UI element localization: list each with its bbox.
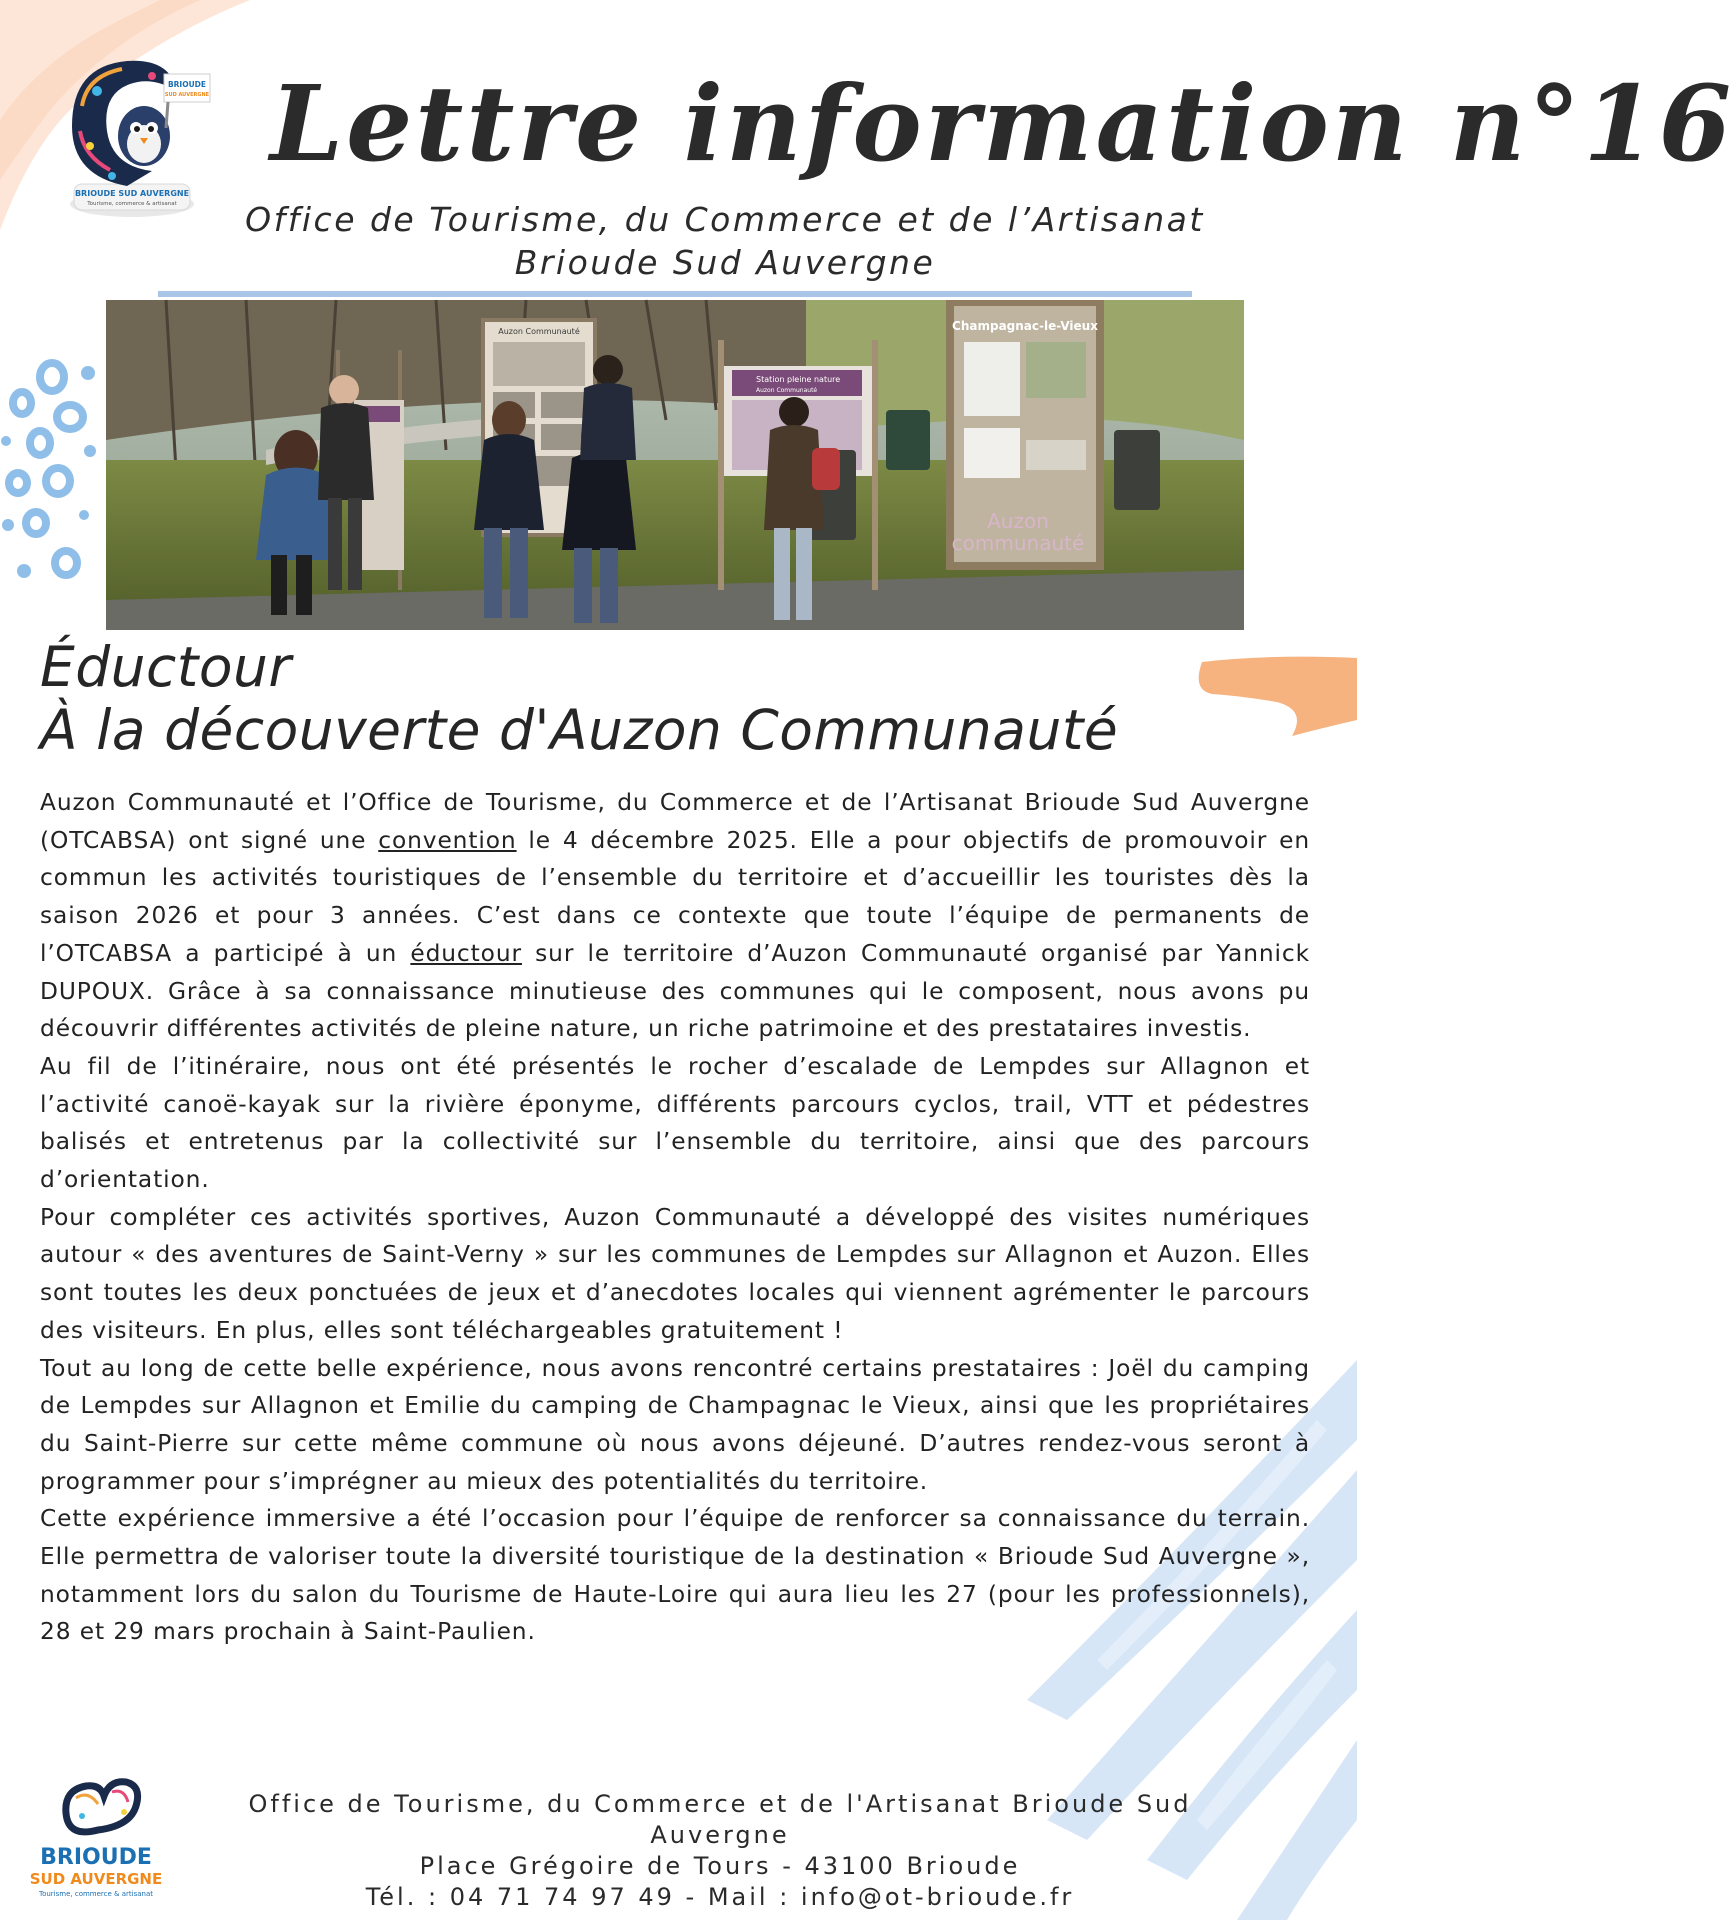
p1-text-a: Auzon Communauté et l’Office de Tourisme, du Commerce et de l’Artisanat Brioude Sud Auvergne (OTCABSA) ont signé une: [40, 789, 1310, 854]
footer-logo-line-2: SUD AUVERGNE: [29, 1870, 163, 1888]
footer-address: Place Grégoire de Tours - 43100 Brioude: [419, 1852, 1021, 1880]
article-paragraph-3: Pour compléter ces activités sportives, Auzon Communauté a développé des visites numériques autour « des aventures de Saint-Verny » sur les communes de Lempdes sur Allagnon et Auzon. Elles sont toutes les deux ponctuées de jeux et d’anecdotes locales qui viennent agrémenter le parcours des visiteurs. En plus, elles sont téléchargeables gratuitement !: [40, 1203, 1310, 1344]
header-divider: [158, 291, 1192, 297]
sign-auzon-label: Auzon Communauté: [498, 327, 580, 336]
sign-station-subtitle: Auzon Communauté: [756, 387, 818, 394]
logo-badge-brand: BRIOUDE SUD AUVERGNE: [74, 189, 190, 198]
subtitle-line-2: Brioude Sud Auvergne: [514, 243, 936, 282]
sign-brand-line-1: Auzon: [987, 509, 1049, 533]
article-paragraph-4: Tout au long de cette belle expérience, nous avons rencontré certains prestataires : Joël du camping de Lempdes sur Allagnon et Emilie du camping de Champagnac le Vieux, ainsi que les propriétaires du Saint-Pierre sur cette même commune où nous avons déjeuné. D’autres rendez-vous seront à programmer pour s’imprégner au mieux des potentialités du territoire.: [40, 1354, 1310, 1495]
p1-text-c: sur le territoire d’Auzon Communauté organisé par Yannick DUPOUX. Grâce à sa connaissance minutieuse des communes qui le composent, nous avons pu découvrir différentes activités de pleine nature, un riche patrimoine et des prestataires investis.: [40, 939, 1310, 1043]
article-body: [40, 784, 1310, 1651]
article-heading-line-1: Éductour: [40, 635, 292, 699]
footer-contact: [180, 1789, 1260, 1913]
sign-champagnac-title: Champagnac-le-Vieux: [952, 319, 1098, 333]
convention-link[interactable]: convention: [378, 826, 517, 854]
logo-badge-tagline: Tourisme, commerce & artisanat: [87, 201, 177, 207]
subtitle-line-1: Office de Tourisme, du Commerce et de l’Artisanat: [245, 200, 1205, 239]
footer-logo-line-1: BRIOUDE: [40, 1845, 152, 1870]
blue-dots-decoration: [0, 355, 120, 595]
footer-phone-email: Tél. : 04 71 74 97 49 - Mail : info@ot-brioude.fr: [365, 1883, 1075, 1911]
eductour-link[interactable]: éductour: [410, 939, 522, 967]
sign-brand-line-2: communauté: [951, 531, 1085, 555]
article-paragraph-1: [40, 784, 1310, 1048]
sign-station-title: Station pleine nature: [756, 375, 841, 384]
footer-organisation: Office de Tourisme, du Commerce et de l'Artisanat Brioude Sud Auvergne: [248, 1790, 1192, 1849]
logo-sign-text: BRIOUDE: [167, 80, 207, 89]
brand-mascot-logo: [52, 36, 218, 222]
newsletter-title: Lettre information n°16: [270, 62, 1734, 185]
p1-text-b: le 4 décembre 2025. Elle a pour objectifs de promouvoir en commun les activités touristiques de l’ensemble du territoire et d’accueillir les touristes dès la saison 2026 et pour 3 années. C’est dans ce contexte que toute l’équipe de permanents de l’OTCABSA a participé à un: [40, 826, 1310, 967]
article-paragraph-2: Au fil de l’itinéraire, nous ont été présentés le rocher d’escalade de Lempdes sur Allagnon et l’activité canoë-kayak sur la rivière éponyme, différents parcours cyclos, trail, VTT et pédestres balisés et entretenus par la collectivité sur l’ensemble du territoire, ainsi que des parcours d’orientation.: [40, 1052, 1310, 1194]
header-subtitle: [200, 198, 1250, 284]
eductour-photo: [106, 300, 1244, 630]
logo-sign-subtext: SUD AUVERGNE: [164, 92, 210, 98]
article-paragraph-5: Cette expérience immersive a été l’occasion pour l’équipe de renforcer sa connaissance du terrain. Elle permettra de valoriser toute la diversité touristique de la destination « Brioude Sud Auvergne », notamment lors du salon du Tourisme de Haute-Loire qui aura lieu les 27 (pour les professionnels), 28 et 29 mars prochain à Saint-Paulien.: [40, 1505, 1310, 1646]
footer-brand-logo: [28, 1768, 168, 1908]
footer-logo-tagline: Tourisme, commerce & artisanat: [39, 1890, 153, 1898]
article-heading-line-2: À la découverte d'Auzon Communauté: [40, 698, 1119, 762]
article-heading: [40, 636, 1280, 762]
